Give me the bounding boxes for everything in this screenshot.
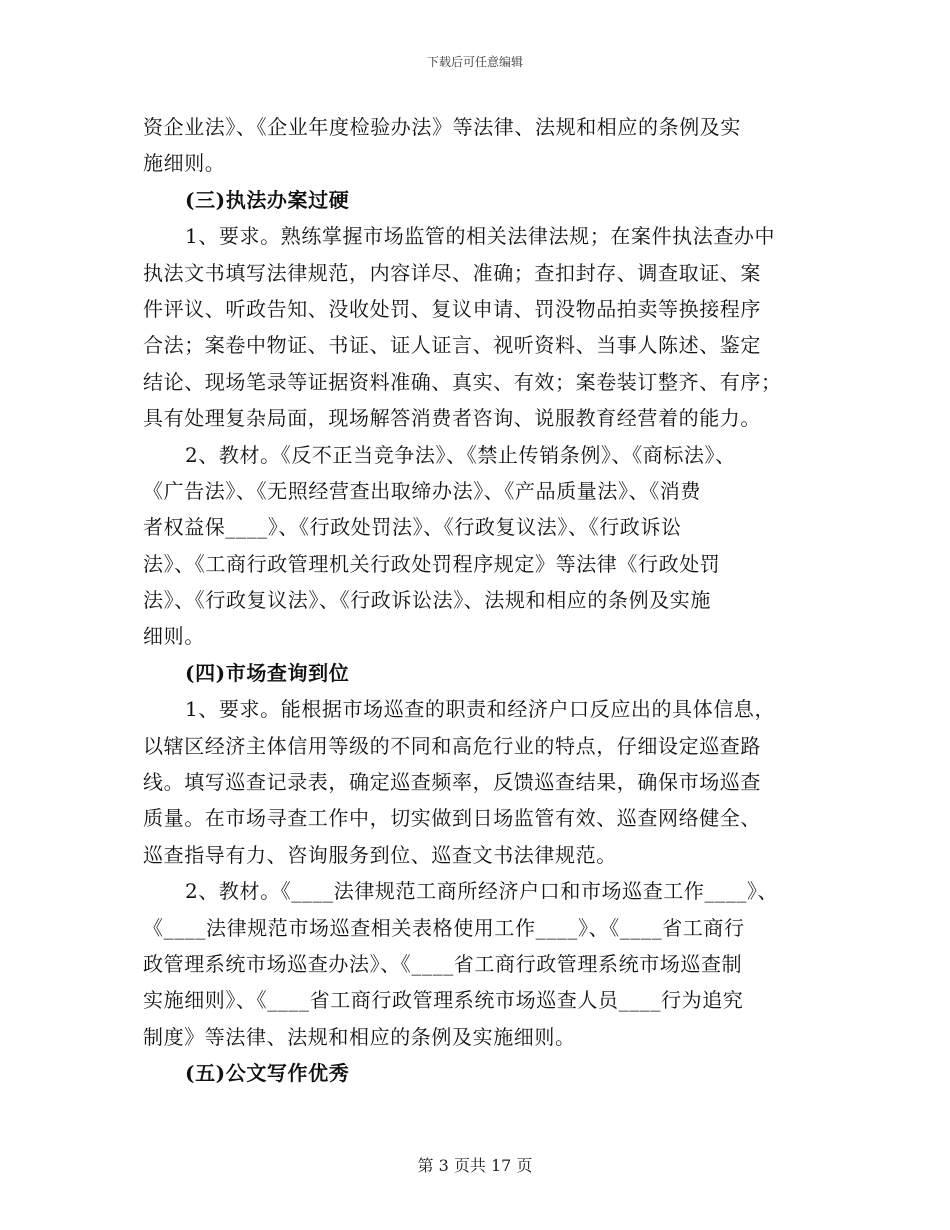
section-heading: (四)市场查询到位 [185, 660, 350, 685]
document-body [143, 109, 823, 1092]
body-line: 施细则。 [143, 151, 226, 176]
body-line: 法》、《行政复议法》、《行政诉讼法》、法规和相应的条例及实施 [143, 588, 711, 613]
body-line: 实施细则》、《____省工商行政管理系统市场巡查人员____行为追究 [143, 988, 744, 1013]
paragraph-start: 2、教材。《____法律规范工商所经济户口和市场巡查工作____》、 [185, 879, 779, 904]
body-line: 《广告法》、《无照经营查出取缔办法》、《产品质量法》、《消费 [143, 478, 701, 503]
body-line: 结论、现场笔录等证据资料准确、真实、有效；案卷装订整齐、有序； [143, 369, 782, 394]
body-line: 政管理系统市场巡查办法》、《____省工商行政管理系统市场巡查制 [143, 951, 743, 976]
paragraph-start: 1、要求。能根据市场巡查的职责和经济户口反应出的具体信息， [185, 697, 776, 722]
body-line: 执法文书填写法律规范，内容详尽、准确；查扣封存、调查取证、案 [143, 260, 761, 285]
body-line: 巡查指导有力、咨询服务到位、巡查文书法律规范。 [143, 842, 617, 867]
paragraph-start: 2、教材。《反不正当竞争法》、《禁止传销条例》、《商标法》、 [185, 442, 736, 467]
section-heading: (五)公文写作优秀 [185, 1061, 350, 1086]
page-header: 下载后可任意编辑 [426, 55, 523, 69]
body-line: 者权益保____》、《行政处罚法》、《行政复议法》、《行政诉讼 [143, 515, 682, 540]
body-line: 法》、《工商行政管理机关行政处罚程序规定》等法律《行政处罚 [143, 551, 721, 576]
body-line: 具有处理复杂局面，现场解答消费者咨询、说服教育经营着的能力。 [143, 406, 761, 431]
body-line: 合法；案卷中物证、书证、证人证言、视听资料、当事人陈述、鉴定 [143, 333, 761, 358]
body-line: 资企业法》、《企业年度检验办法》等法律、法规和相应的条例及实 [143, 115, 741, 139]
body-line: 质量。在市场寻查工作中，切实做到日场监管有效、巡查网络健全、 [143, 806, 761, 831]
body-line: 制度》等法律、法规和相应的条例及实施细则。 [143, 1024, 576, 1049]
body-line: 线。填写巡查记录表，确定巡查频率，反馈巡查结果，确保市场巡查 [143, 770, 761, 795]
body-line: 件评议、听政告知、没收处罚、复议申请、罚没物品拍卖等换接程序 [143, 296, 761, 321]
page-number-footer: 第 3 页共 17 页 [417, 1156, 533, 1175]
body-line: 细则。 [143, 624, 205, 649]
body-line: 《____法律规范市场巡查相关表格使用工作____》、《____省工商行 [143, 915, 745, 940]
body-line: 以辖区经济主体信用等级的不同和高危行业的特点，仔细设定巡查路 [143, 733, 761, 758]
paragraph-start: 1、要求。熟练掌握市场监管的相关法律法规；在案件执法查办中 [185, 224, 776, 249]
section-heading: (三)执法办案过硬 [185, 187, 350, 212]
